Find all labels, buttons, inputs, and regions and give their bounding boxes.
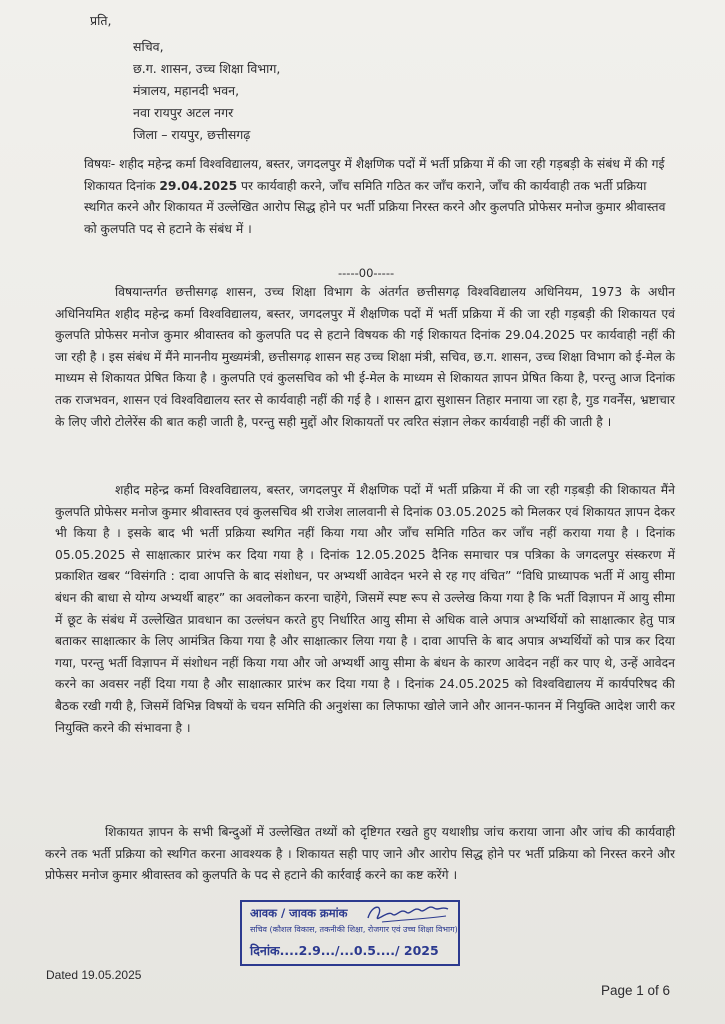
body-paragraph-1 xyxy=(55,282,675,433)
subject-text: शहीद महेन्द्र कर्मा विश्वविद्यालय, बस्तर, जगदलपुर में शैक्षणिक पदों में भर्ती प्रक्रिया में की जा रही गड़बड़ी के संबंध में की गई शिकायत दिनांक xyxy=(84,157,665,193)
subject-date: 29.04.2025 xyxy=(159,178,238,193)
recipient-to: प्रति, xyxy=(90,13,112,28)
section-divider: -----00----- xyxy=(338,266,395,280)
address-line: छ.ग. शासन, उच्च शिक्षा विभाग, xyxy=(133,61,281,76)
dated-label: Dated 19.05.2025 xyxy=(46,968,142,982)
stamp-title: आवक / जावक क्रमांक xyxy=(250,906,348,920)
address-line: नवा रायपुर अटल नगर xyxy=(133,105,234,120)
address-line: मंत्रालय, महानदी भवन, xyxy=(133,83,240,98)
inward-stamp xyxy=(240,900,460,966)
subject-text-2: पर कार्यवाही करने, जाँच समिति गठित कर जाँच कराने, जाँच की कार्यवाही तक भर्ती प्रक्रिया स्थगित करने और शिकायत में उल्लेखित आरोप सिद्ध होने पर भर्ती प्रक्रिया निरस्त करने और कुलपति प्रोफेसर मनोज कुमार श्रीवास्तव को कुलपति पद से हटाने के संबंध में । xyxy=(84,178,666,236)
stamp-date: दिनांक....2.9.../...0.5..../ 2025 xyxy=(250,943,439,958)
paragraph-text: विषयान्तर्गत छत्तीसगढ़ शासन, उच्च शिक्षा विभाग के अंतर्गत छत्तीसगढ़ विश्वविद्यालय अधिनियम, 1973 के अधीन अधिनियमित शहीद महेन्द्र कर्मा विश्वविद्यालय, बस्तर, जगदलपुर में शैक्षणिक पदों में भर्ती प्रक्रिया में की जा रही गड़बड़ी की शिकायत एवं कुलपति प्रोफेसर मनोज कुमार श्रीवास्तव को कुलपति पद से हटाने विषयक की गई शिकायत दिनांक 29.04.2025 पर कार्यवाही नहीं की जा रही है । इस संबंध में मैंने माननीय मुख्यमंत्री, छत्तीसगढ़ शासन सह उच्च शिक्षा मंत्री, सचिव, छ.ग. शासन, उच्च शिक्षा विभाग को ई-मेल के माध्यम से शिकायत प्रेषित किया है । कुलपति एवं कुलसचिव को भी ई-मेल के माध्यम से शिकायत ज्ञापन प्रेषित किया है, परन्तु आज दिनांक तक राजभवन, शासन एवं विश्वविद्यालय स्तर से कार्यवाही नहीं की गई है । शासन द्वारा सुशासन तिहार मनाया जा रहा है, गुड गवर्नेंस, भ्रष्टाचार के लिए जीरो टोलेरेंस की बात कही जाती है, परन्तु सही मुद्दों और शिकायतों पर त्वरित संज्ञान लेकर कार्यवाही नहीं की जाती है । xyxy=(55,285,675,429)
page-number: Page 1 of 6 xyxy=(601,983,671,998)
body-paragraph-3 xyxy=(45,822,675,887)
paragraph-text: शिकायत ज्ञापन के सभी बिन्दुओं में उल्लेखित तथ्यों को दृष्टिगत रखते हुए यथाशीघ्र जांच कराया जाना और जांच की कार्यवाही करने तक भर्ती प्रक्रिया को स्थगित करना आवश्यक है । शिकायत सही पाए जाने और आरोप सिद्ध होने पर भर्ती प्रक्रिया को निरस्त करने और प्रोफेसर मनोज कुमार श्रीवास्तव को कुलपति के पद से हटाने की कार्रवाई करने का कष्ट करेंगे । xyxy=(45,825,675,883)
subject-block xyxy=(84,154,674,240)
paragraph-text: शहीद महेन्द्र कर्मा विश्वविद्यालय, बस्तर, जगदलपुर में शैक्षणिक पदों में भर्ती प्रक्रिया में की जा रही गड़बड़ी की शिकायत मैंने कुलपति प्रोफेसर मनोज कुमार श्रीवास्तव एवं कुलसचिव श्री राजेश लालवानी से दिनांक 03.05.2025 को मिलकर एवं शिकायत ज्ञापन देकर भी किया है । इसके बाद भी भर्ती प्रक्रिया स्थगित नहीं किया गया और जाँच समिति गठित कर जाँच नहीं कराया गया है । दिनांक 05.05.2025 से साक्षात्कार प्रारंभ कर दिया गया है । दिनांक 12.05.2025 दैनिक समाचार पत्र पत्रिका के जगदलपुर संस्करण में प्रकाशित खबर “विसंगति : दावा आपत्ति के बाद संशोधन, पर अभ्यर्थी आवेदन भरने से रह गए वंचित” “विधि प्राध्यापक भर्ती में आयु सीमा बंधन की बाधा से योग्य अभ्यर्थी बाहर” का अवलोकन करना चाहेंगे, जिसमें स्पष्ट रूप से उल्लेख किया गया है कि भर्ती विज्ञापन में आयु सीमा में छूट के संबंध में उल्लेखित प्रावधान का उल्लंघन करते हुए निर्धारित आयु सीमा से अधिक वाले अपात्र अभ्यर्थियों को साक्षात्कार हेतु पात्र बताकर साक्षात्कार के लिए आमंत्रित किया गया है और साक्षात्कार लिया गया है । दावा आपत्ति के बाद अपात्र अभ्यर्थियों को पात्र कर दिया गया, परन्तु भर्ती विज्ञापन में संशोधन नहीं किया गया और जो अभ्यर्थी आयु सीमा के बंधन के कारण आवेदन नहीं कर पाए थे, उन्हें आवेदन करने का अवसर नहीं दिया गया है और साक्षात्कार प्रारंभ कर दिया गया है । दिनांक 24.05.2025 को विश्वविद्यालय में कार्यपरिषद की बैठक रखी गयी है, जिसमें विभिन्न विषयों के चयन समिति की अनुशंसा का लिफाफा खोले जाने और आनन-फानन में नियुक्ति आदेश जारी कर नियुक्ति करने की संभावना है । xyxy=(55,483,675,735)
address-line: सचिव, xyxy=(133,39,164,54)
body-paragraph-2 xyxy=(55,480,675,739)
address-line: जिला – रायपुर, छत्तीसगढ़ xyxy=(133,127,251,142)
subject-label: विषयः- xyxy=(84,157,116,171)
signature-icon xyxy=(362,900,452,930)
stamp-office: सचिव (कौशल विकास, तकनीकी शिक्षा, रोजगार एवं उच्च शिक्षा विभाग) xyxy=(250,925,458,934)
